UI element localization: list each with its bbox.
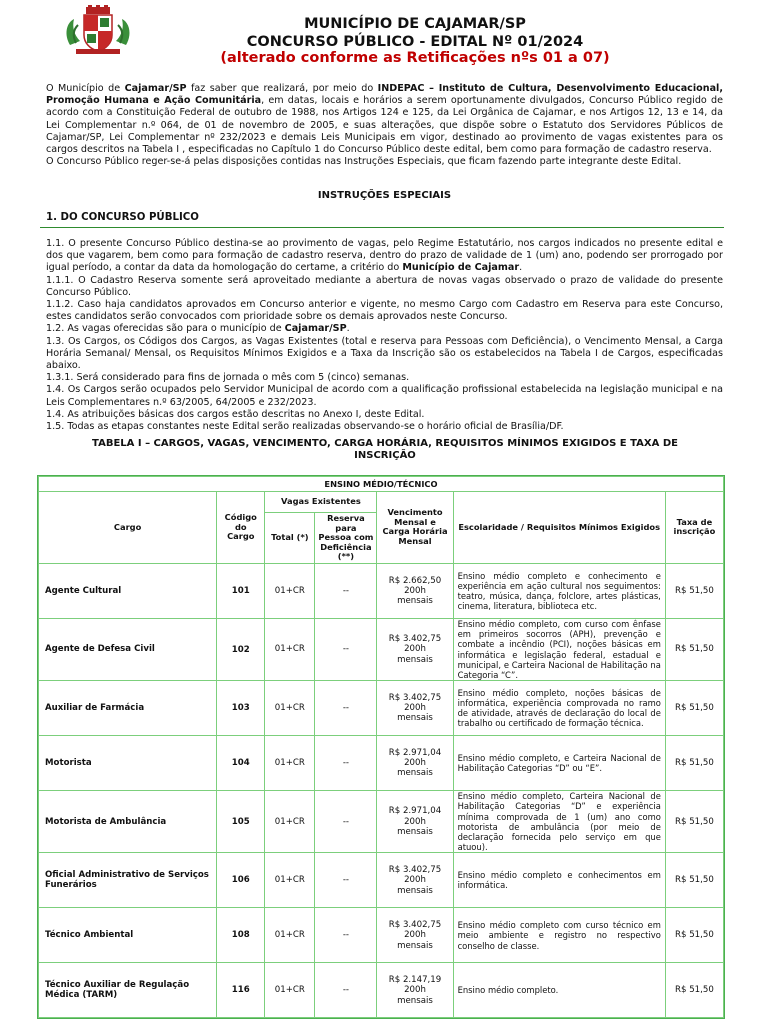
col-header-cargo: Cargo [39,492,217,564]
vencimento-horas: 200h [404,585,426,596]
cell-vencimento [377,853,453,908]
vencimento-mensais: mensais [397,826,433,837]
cell-codigo: 105 [217,791,265,853]
vencimento-horas: 200h [404,703,426,714]
cell-codigo: 102 [217,618,265,680]
cell-reserva: -- [315,791,377,853]
cell-reserva: -- [315,963,377,1018]
cell-taxa: R$ 51,50 [665,963,723,1018]
cell-total: 01+CR [265,618,315,680]
cell-escolaridade: Ensino médio completo, noções básicas de informática, experiência comprovada no ramo de atividade, através de declaração do local de trabalho ou certificado de formação técnica. [453,681,665,736]
cell-vencimento [377,681,453,736]
table-row [39,618,724,680]
header-edital: CONCURSO PÚBLICO - EDITAL Nº 01/2024 [246,34,584,50]
cell-codigo: 108 [217,908,265,963]
cell-cargo: Oficial Administrativo de Serviços Funerários [39,853,217,908]
vencimento-horas: 200h [404,985,426,996]
cell-codigo: 116 [217,963,265,1018]
cell-total: 01+CR [265,963,315,1018]
cell-codigo: 101 [217,563,265,618]
cell-escolaridade: Ensino médio completo com curso técnico em meio ambiente e registro no respectivo conselho de classe. [453,908,665,963]
col-header-escolaridade: Escolaridade / Requisitos Mínimos Exigidos [453,492,665,564]
table-row [39,853,724,908]
vencimento-valor: R$ 3.402,75 [388,865,442,876]
cell-reserva: -- [315,736,377,791]
cell-cargo: Técnico Auxiliar de Regulação Médica (TARM) [39,963,217,1018]
table-title: TABELA I – CARGOS, VAGAS, VENCIMENTO, CARGA HORÁRIA, REQUISITOS MÍNIMOS EXIGIDOS E TAXA DE INSCRIÇÃO [92,438,678,461]
instructions-title: INSTRUÇÕES ESPECIAIS [317,190,452,201]
table-row [39,563,724,618]
cell-escolaridade: Ensino médio completo, Carteira Nacional de Habilitação Categorias “D” e experiência mínima comprovada de 1 (um) ano como motorista de ambulância (por meio de declaração fornecida pelo serviço em que atuou). [453,791,665,853]
cell-escolaridade: Ensino médio completo, com curso com ênfase em primeiros socorros (APH), prevenção e combate a incêndio (PCI), noções básicas em informática e legislação federal, estadual e municipal, e Carteira Nacional de Habilitação na Categoria “C”. [453,618,665,680]
col-header-vagas: Vagas Existentes [265,492,377,513]
vencimento-mensais: mensais [397,654,433,665]
coat-of-arms-icon [62,5,134,55]
table-group-header: ENSINO MÉDIO/TÉCNICO [39,477,724,492]
col-header-vencimento: Vencimento Mensal e Carga Horária Mensal [377,492,453,564]
cell-reserva: -- [315,681,377,736]
cell-codigo: 103 [217,681,265,736]
header-municipality: MUNICÍPIO DE CAJAMAR/SP [304,16,526,32]
cell-escolaridade: Ensino médio completo e conhecimento e experiência em ação cultural nos seguimentos: teatro, música, dança, folclore, artes plásticas, cinema, literatura, biblioteca etc. [453,563,665,618]
cell-escolaridade: Ensino médio completo, e Carteira Nacional de Habilitação Categorias “D” ou “E”. [453,736,665,791]
vencimento-mensais: mensais [397,995,433,1006]
vencimento-valor: R$ 2.147,19 [388,975,442,986]
cell-total: 01+CR [265,681,315,736]
col-header-reserva: Reserva para Pessoa com Deficiência (**) [315,513,377,564]
cell-cargo: Motorista [39,736,217,791]
cell-reserva: -- [315,853,377,908]
cell-taxa: R$ 51,50 [665,563,723,618]
intro-text: O Município de Cajamar/SP faz saber que realizará, por meio do INDEPAC – Instituto de Cultura, Desenvolvimento Educacional, Promoção Humana e Ação Comunitária, em datas, locais e horários a serem oportunamente divulgados, Concurso Público regido de acordo com a Constituição Federal de outubro de 1988, nos Artigos 124 e 125, da Lei Orgânica de Cajamar, e nos Artigos 12, 13 e 14, da Lei Complementar n.º 064, de 01 de novembro de 2005, e suas alterações, que dispõe sobre o Estatuto dos Servidores Públicos de Cajamar/SP, Lei Complementar nº 232/2023 e demais Leis Municipais em vigor, destinado ao provimento de vagas existentes para os cargos descritos na Tabela I , especificadas no Capítulo 1 do Concurso Público deste edital, bem como para formação de cadastro reserva. O Concurso Público reger-se-á pelas disposições contidas nas Instruções Especiais, que ficam fazendo parte integrante deste Edital. [46,83,723,168]
vencimento-mensais: mensais [397,940,433,951]
col-header-total: Total (*) [265,513,315,564]
cell-vencimento [377,791,453,853]
cell-taxa: R$ 51,50 [665,853,723,908]
cell-vencimento [377,563,453,618]
vencimento-mensais: mensais [397,885,433,896]
col-header-taxa: Taxa de inscrição [665,492,723,564]
vencimento-mensais: mensais [397,596,433,607]
cell-codigo: 104 [217,736,265,791]
cell-taxa: R$ 51,50 [665,736,723,791]
cell-cargo: Motorista de Ambulância [39,791,217,853]
vencimento-valor: R$ 2.971,04 [388,806,442,817]
cell-vencimento [377,618,453,680]
vencimento-mensais: mensais [397,713,433,724]
vencimento-valor: R$ 3.402,75 [388,692,442,703]
vencimento-horas: 200h [404,644,426,655]
cell-vencimento [377,963,453,1018]
col-header-codigo: Código do Cargo [217,492,265,564]
table-row [39,963,724,1018]
cell-taxa: R$ 51,50 [665,791,723,853]
cell-cargo: Agente Cultural [39,563,217,618]
cell-cargo: Auxiliar de Farmácia [39,681,217,736]
vencimento-horas: 200h [404,816,426,827]
section-heading: 1. DO CONCURSO PÚBLICO [40,212,724,228]
cell-reserva: -- [315,908,377,963]
vencimento-valor: R$ 3.402,75 [388,920,442,931]
header-retificacoes: (alterado conforme as Retificações nºs 01 a 07) [220,50,610,66]
cell-vencimento [377,736,453,791]
cell-total: 01+CR [265,791,315,853]
cell-cargo: Agente de Defesa Civil [39,618,217,680]
cell-total: 01+CR [265,853,315,908]
cell-codigo: 106 [217,853,265,908]
cell-escolaridade: Ensino médio completo e conhecimentos em informática. [453,853,665,908]
table-row [39,908,724,963]
cell-total: 01+CR [265,563,315,618]
cell-reserva: -- [315,618,377,680]
table-row [39,681,724,736]
cell-total: 01+CR [265,908,315,963]
vencimento-mensais: mensais [397,768,433,779]
cell-total: 01+CR [265,736,315,791]
vencimento-valor: R$ 3.402,75 [388,634,442,645]
cell-taxa: R$ 51,50 [665,908,723,963]
cell-taxa: R$ 51,50 [665,681,723,736]
section-body: 1.1. O presente Concurso Público destina-se ao provimento de vagas, pelo Regime Estatutário, nos cargos indicados no presente edital e dos que vagarem, bem como para formação de cadastro reserva, dentro do prazo de validade de 1 (um) ano, podendo ser prorrogado por igual período, a contar da data da homologação do certame, a critério do Município de Cajamar. 1.1.1. O Cadastro Reserva somente será aproveitado mediante a abertura de novas vagas observado o prazo de validade do presente Concurso Público. 1.1.2. Caso haja candidatos aprovados em Concurso anterior e vigente, no mesmo Cargo com Cadastro em Reserva para este Concurso, estes candidatos serão convocados com prioridade sobre os demais aprovados neste Concurso. 1.2. As vagas oferecidas são para o município de Cajamar/SP. 1.3. Os Cargos, os Códigos dos Cargos, as Vagas Existentes (total e reserva para Pessoas com Deficiência), o Vencimento Mensal, a Carga Horária Semanal/ Mensal, os Requisitos Mínimos Exigidos e a Taxa da Inscrição são os estabelecidos na Tabela I de Cargos, especificadas abaixo. 1.3.1. Será considerado para fins de jornada o mês com 5 (cinco) semanas. 1.4. Os Cargos serão ocupados pelo Servidor Municipal de acordo com a qualificação profissional estabelecida na legislação municipal e na Leis Complementares n.º 63/2005, 64/2005 e 232/2023. 1.4. As atribuições básicas dos cargos estão descritas no Anexo I, deste Edital. 1.5. Todas as etapas constantes neste Edital serão realizadas observando-se o horário oficial de Brasília/DF. [46,238,723,433]
table-row [39,736,724,791]
vencimento-horas: 200h [404,930,426,941]
cell-taxa: R$ 51,50 [665,618,723,680]
vencimento-valor: R$ 2.662,50 [388,575,442,586]
cell-escolaridade: Ensino médio completo. [453,963,665,1018]
vencimento-horas: 200h [404,875,426,886]
cargos-table [37,475,725,1019]
cell-reserva: -- [315,563,377,618]
table-row [39,791,724,853]
cell-vencimento [377,908,453,963]
cell-cargo: Técnico Ambiental [39,908,217,963]
vencimento-horas: 200h [404,758,426,769]
vencimento-valor: R$ 2.971,04 [388,747,442,758]
